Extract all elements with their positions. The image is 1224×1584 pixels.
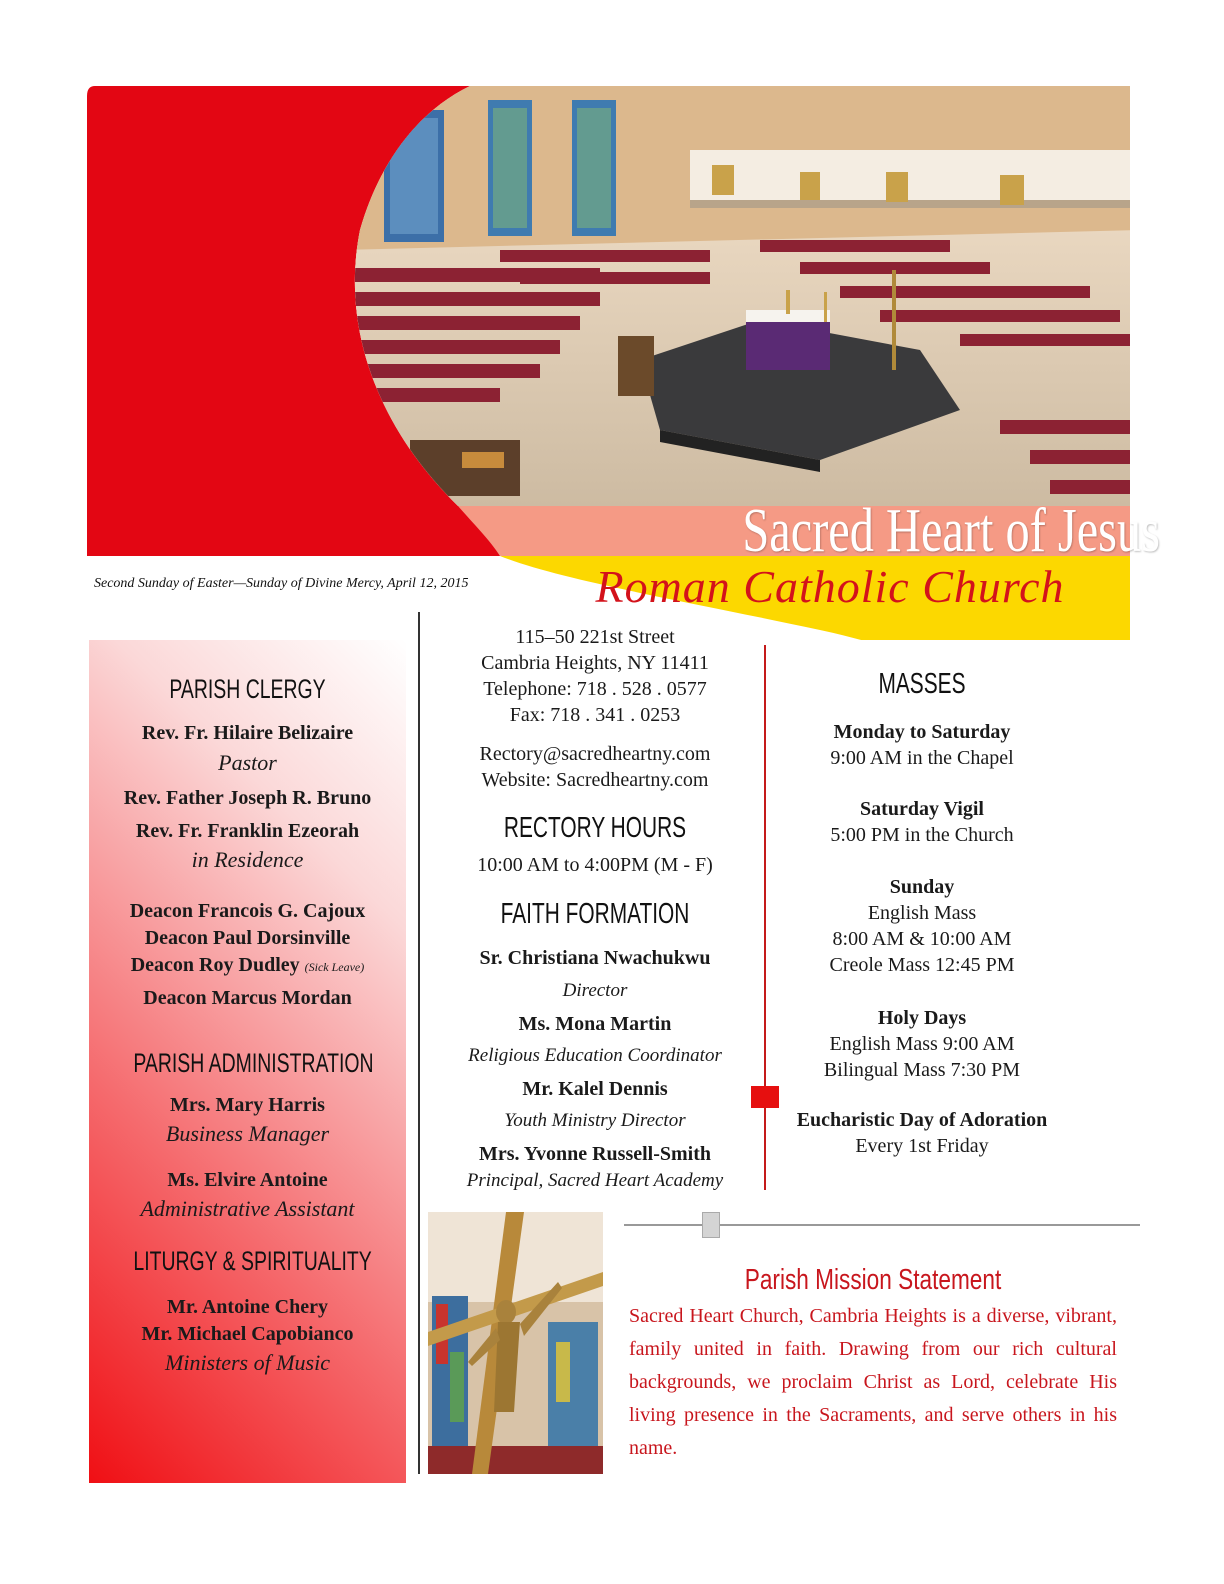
deacon-name: Deacon Paul Dorsinville (144, 927, 351, 949)
church-interior-photo (340, 86, 1140, 506)
mass-vigil (780, 796, 1064, 848)
street-address: 115–50 221st Street (515, 626, 675, 648)
mass-label: Eucharistic Day of Adoration (796, 1109, 1048, 1131)
sick-leave-note: (Sick Leave) (304, 960, 365, 974)
formation-person-name: Sr. Christiana Nwachukwu (479, 947, 711, 969)
telephone: Telephone: 718 . 528 . 0577 (483, 678, 707, 700)
priest-name: Rev. Fr. Franklin Ezeorah (135, 820, 360, 842)
mass-time: Creole Mass 12:45 PM (829, 954, 1015, 976)
masses-heading: MASSES (878, 668, 966, 700)
clergy-heading: PARISH CLERGY (169, 674, 326, 704)
divider-marker (702, 1212, 720, 1238)
music-minister-role: Ministers of Music (165, 1350, 330, 1375)
mass-time: 8:00 AM & 10:00 AM (832, 928, 1012, 950)
deacon-name: Deacon Marcus Mordan (143, 987, 352, 1009)
staff-name: Ms. Elvire Antoine (167, 1169, 328, 1191)
mass-time: English Mass (867, 902, 977, 924)
mission-text: Sacred Heart Church, Cambria Heights is a diverse, vibrant, family united in faith. Drawing from our rich cultural backgrounds, we proclaim Christ as Lord, celebrate His living presence in the Sacraments, and serve others in his name. (629, 1305, 1117, 1459)
formation-person-name: Mrs. Yvonne Russell-Smith (478, 1143, 712, 1165)
mass-holy-days (780, 1005, 1064, 1083)
staff-role: Business Manager (165, 1121, 330, 1146)
formation-person-role: Principal, Sacred Heart Academy (466, 1170, 724, 1191)
church-title: Sacred Heart of Jesus (742, 497, 1160, 565)
formation-person-name: Mr. Kalel Dennis (522, 1078, 668, 1100)
pastor-name: Rev. Fr. Hilaire Belizaire (141, 722, 354, 744)
music-minister-name: Mr. Antoine Chery (167, 1296, 328, 1318)
staff-role: Administrative Assistant (140, 1196, 355, 1221)
deacon-name (89, 954, 406, 977)
mass-time: 5:00 PM in the Church (830, 824, 1014, 846)
column-divider (418, 612, 420, 1474)
faith-formation-heading: FAITH FORMATION (500, 898, 690, 930)
mass-time: 9:00 AM in the Chapel (830, 747, 1014, 769)
mass-time: Bilingual Mass 7:30 PM (823, 1059, 1021, 1081)
red-divider (764, 645, 766, 1190)
mass-label: Monday to Saturday (833, 721, 1011, 743)
music-minister-name: Mr. Michael Capobianco (141, 1323, 354, 1345)
pastor-role: Pastor (218, 750, 277, 775)
rectory-hours-heading: RECTORY HOURS (503, 812, 687, 844)
deacon-name-text: Deacon Roy Dudley (130, 954, 300, 976)
church-subtitle: Roman Catholic Church (595, 561, 1065, 612)
mass-weekday (780, 719, 1064, 771)
staff-sidebar (89, 640, 406, 1483)
administration-heading: PARISH ADMINISTRATION (133, 1048, 374, 1078)
mass-sunday (780, 874, 1064, 978)
email: Rectory@sacredheartny.com (479, 743, 711, 765)
mass-label: Saturday Vigil (860, 798, 984, 820)
red-marker (751, 1086, 779, 1108)
adoration (780, 1107, 1064, 1159)
priest-role: in Residence (191, 847, 304, 872)
mass-time: Every 1st Friday (855, 1135, 989, 1157)
bulletin-date: Second Sunday of Easter—Sunday of Divine Mercy, April 12, 2015 (94, 576, 469, 591)
mass-label: Holy Days (877, 1007, 967, 1029)
mass-label: Sunday (889, 876, 955, 898)
rectory-hours: 10:00 AM to 4:00PM (M - F) (477, 854, 713, 876)
city-address: Cambria Heights, NY 11411 (481, 652, 709, 674)
formation-person-name: Ms. Mona Martin (518, 1013, 672, 1035)
staff-name: Mrs. Mary Harris (170, 1094, 325, 1116)
formation-person-role: Director (562, 980, 628, 1001)
fax: Fax: 718 . 341 . 0253 (509, 704, 681, 726)
deacon-name: Deacon Francois G. Cajoux (129, 900, 366, 922)
mission-title: Parish Mission Statement (744, 1264, 1002, 1296)
crucifix-photo (428, 1212, 603, 1474)
formation-person-role: Religious Education Coordinator (468, 1045, 722, 1066)
website: Website: Sacredheartny.com (481, 769, 709, 791)
mass-time: English Mass 9:00 AM (829, 1033, 1015, 1055)
priest-name: Rev. Father Joseph R. Bruno (123, 787, 372, 809)
liturgy-heading: LITURGY & SPIRITUALITY (133, 1246, 372, 1276)
formation-person-role: Youth Ministry Director (504, 1110, 686, 1131)
contact-block (430, 624, 760, 793)
